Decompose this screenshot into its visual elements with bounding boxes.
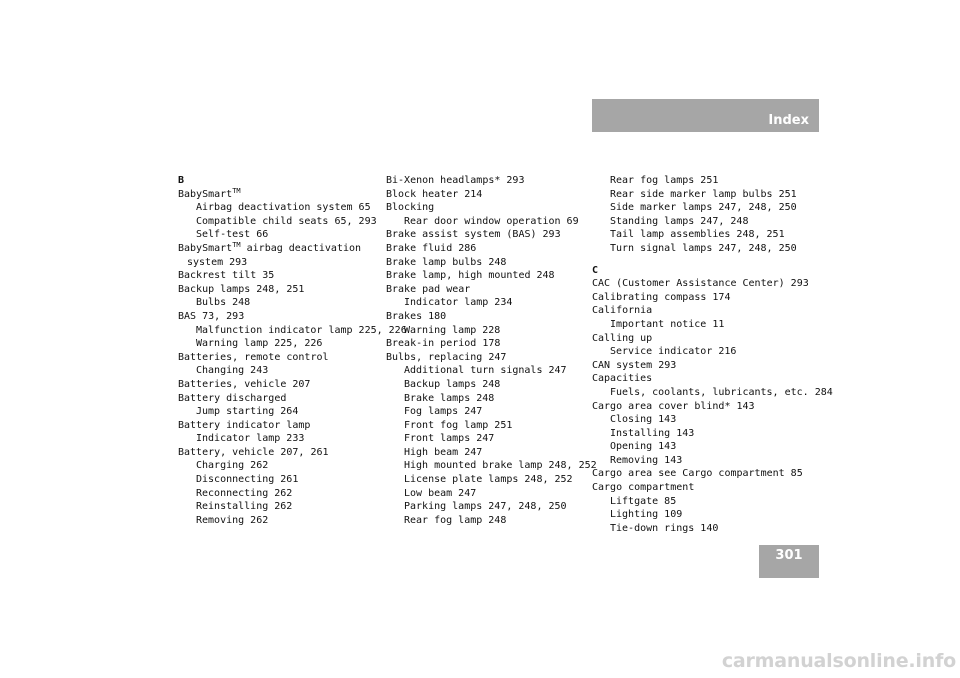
index-entry (178, 419, 378, 433)
entry-text: Airbag deactivation system 65 (196, 202, 371, 214)
entry-text-tail: airbag deactivation (240, 242, 362, 254)
index-subentry (592, 345, 822, 359)
index-subentry (592, 215, 822, 229)
entry-text: Indicator lamp 234 (404, 297, 513, 309)
index-subentry (386, 446, 586, 460)
index-entry (592, 372, 822, 386)
entry-text: Bulbs, replacing 247 (386, 351, 507, 363)
entry-text: Changing 243 (196, 365, 269, 377)
entry-text: Closing 143 (610, 414, 677, 426)
entry-text: Bulbs 248 (196, 297, 251, 309)
index-entry (178, 242, 378, 256)
entry-text: system 293 (187, 256, 248, 268)
index-subentry (592, 440, 822, 454)
entry-text: Cargo area cover blind* 143 (592, 400, 755, 412)
entry-text: Fuels, coolants, lubricants, etc. 284 (610, 386, 833, 398)
index-entry (592, 277, 822, 291)
page-title: Index (768, 113, 809, 128)
entry-text: BabySmart (178, 242, 233, 254)
entry-text: Cargo area see Cargo compartment 85 (592, 468, 803, 480)
index-subentry (592, 228, 822, 242)
entry-text: Battery discharged (178, 392, 287, 404)
index-entry (386, 242, 586, 256)
index-subentry (592, 242, 822, 256)
entry-text: Jump starting 264 (196, 406, 299, 418)
entry-text: Reconnecting 262 (196, 487, 293, 499)
index-entry (386, 283, 586, 297)
page-number: 301 (775, 548, 803, 563)
entry-text: Brake lamp, high mounted 248 (386, 270, 555, 282)
entry-text: Brake lamp bulbs 248 (386, 256, 507, 268)
entry-text: Removing 262 (196, 514, 269, 526)
index-subentry (386, 296, 586, 310)
index-subentry (386, 473, 586, 487)
entry-text: Removing 143 (610, 454, 683, 466)
index-subentry (178, 201, 378, 215)
index-entry (178, 269, 378, 283)
index-entry (592, 359, 822, 373)
index-subentry (386, 378, 586, 392)
index-subentry (178, 514, 378, 528)
section-letter (592, 264, 822, 278)
index-subentry (386, 432, 586, 446)
entry-text: Front fog lamp 251 (404, 419, 513, 431)
entry-text: Tail lamp assemblies 248, 251 (610, 229, 785, 241)
entry-text: Calling up (592, 332, 653, 344)
entry-text: Backup lamps 248, 251 (178, 283, 305, 295)
index-entry (386, 228, 586, 242)
index-subentry (386, 405, 586, 419)
entry-text: C (592, 264, 599, 276)
trademark-superscript: TM (232, 240, 241, 249)
index-subentry (386, 419, 586, 433)
entry-text: Reinstalling 262 (196, 501, 293, 513)
index-subentry (386, 215, 586, 229)
index-entry (178, 283, 378, 297)
index-subentry (592, 522, 822, 536)
index-subentry (178, 296, 378, 310)
entry-text: B (178, 175, 185, 186)
index-entry-continuation (178, 256, 378, 270)
index-subentry (178, 405, 378, 419)
entry-text: Lighting 109 (610, 509, 683, 521)
index-subentry (386, 459, 597, 473)
index-subentry (386, 487, 586, 501)
entry-text: Rear door window operation 69 (404, 215, 579, 227)
index-entry (386, 269, 586, 283)
index-subentry (178, 459, 378, 473)
entry-text: Calibrating compass 174 (592, 291, 731, 303)
entry-text: Installing 143 (610, 427, 695, 439)
index-entry (386, 174, 586, 188)
entry-text: Indicator lamp 233 (196, 433, 305, 445)
entry-text: Backup lamps 248 (404, 378, 501, 390)
entry-text: Capacities (592, 373, 653, 385)
index-subentry (592, 188, 822, 202)
index-entry (178, 392, 378, 406)
section-letter (178, 174, 378, 188)
index-subentry (386, 392, 586, 406)
entry-text: BAS 73, 293 (178, 310, 245, 322)
entry-text: Warning lamp 228 (404, 324, 501, 336)
entry-text: CAN system 293 (592, 359, 677, 371)
index-subentry (386, 500, 586, 514)
entry-text: Batteries, remote control (178, 351, 329, 363)
index-entry (386, 310, 586, 324)
index-subentry (178, 324, 407, 338)
index-subentry (592, 413, 822, 427)
entry-text: Liftgate 85 (610, 495, 677, 507)
entry-text: Cargo compartment (592, 482, 695, 494)
entry-text: Warning lamp 225, 226 (196, 338, 323, 350)
index-entry (178, 378, 378, 392)
entry-text: Malfunction indicator lamp 225, 226 (196, 324, 407, 336)
index-subentry (178, 228, 378, 242)
entry-text: Battery, vehicle 207, 261 (178, 446, 329, 458)
entry-text: Block heater 214 (386, 188, 483, 200)
entry-text: Brakes 180 (386, 310, 447, 322)
entry-text: Important notice 11 (610, 318, 725, 330)
index-entry (178, 188, 378, 202)
index-subentry (178, 215, 378, 229)
entry-text: Charging 262 (196, 460, 269, 472)
entry-text: Opening 143 (610, 441, 677, 453)
index-subentry (386, 514, 586, 528)
index-column-1 (178, 174, 407, 527)
index-entry (178, 310, 378, 324)
index-subentry (386, 324, 586, 338)
entry-text: BabySmart (178, 188, 233, 200)
entry-text: Additional turn signals 247 (404, 365, 567, 377)
entry-text: Compatible child seats 65, 293 (196, 215, 377, 227)
entry-text: Tie-down rings 140 (610, 522, 719, 534)
section-spacer (592, 256, 822, 264)
entry-text: Self-test 66 (196, 229, 269, 241)
index-subentry (592, 386, 833, 400)
index-entry (386, 188, 586, 202)
index-entry (592, 481, 822, 495)
trademark-superscript: TM (232, 186, 241, 195)
index-entry (592, 400, 822, 414)
index-subentry (592, 318, 822, 332)
entry-text: License plate lamps 248, 252 (404, 474, 573, 486)
entry-text: Rear side marker lamp bulbs 251 (610, 188, 797, 200)
watermark: carmanualsonline.info (721, 650, 956, 672)
entry-text: Service indicator 216 (610, 346, 737, 358)
index-entry (386, 256, 586, 270)
index-subentry (178, 500, 378, 514)
entry-text: Backrest tilt 35 (178, 270, 275, 282)
index-entry (592, 291, 822, 305)
index-subentry (178, 432, 378, 446)
entry-text: CAC (Customer Assistance Center) 293 (592, 278, 809, 290)
index-subentry (592, 508, 822, 522)
index-subentry (592, 454, 822, 468)
index-subentry (178, 364, 378, 378)
index-subentry (178, 337, 378, 351)
index-column-3 (592, 174, 833, 535)
header-bar (592, 99, 819, 132)
entry-text: Battery indicator lamp (178, 419, 311, 431)
entry-text: Brake pad wear (386, 283, 471, 295)
entry-text: Brake lamps 248 (404, 392, 495, 404)
entry-text: Low beam 247 (404, 487, 477, 499)
entry-text: Side marker lamps 247, 248, 250 (610, 202, 797, 214)
entry-text: Disconnecting 261 (196, 474, 299, 486)
entry-text: Fog lamps 247 (404, 406, 483, 418)
entry-text: High beam 247 (404, 446, 483, 458)
entry-text: Blocking (386, 202, 435, 214)
entry-text: Turn signal lamps 247, 248, 250 (610, 242, 797, 254)
index-subentry (592, 427, 822, 441)
index-entry (178, 446, 378, 460)
entry-text: Brake assist system (BAS) 293 (386, 229, 561, 241)
index-subentry (386, 364, 586, 378)
index-column-2 (386, 174, 597, 527)
index-entry (386, 201, 586, 215)
index-subentry (592, 201, 822, 215)
index-entry (386, 337, 586, 351)
index-entry (386, 351, 586, 365)
index-subentry (178, 487, 378, 501)
entry-text: Batteries, vehicle 207 (178, 378, 311, 390)
entry-text: High mounted brake lamp 248, 252 (404, 460, 597, 472)
entry-text: Front lamps 247 (404, 433, 495, 445)
index-subentry (178, 473, 378, 487)
index-entry (592, 467, 822, 481)
index-entry (592, 332, 822, 346)
entry-text: Brake fluid 286 (386, 242, 477, 254)
index-subentry (592, 174, 822, 188)
page-number-box (759, 545, 819, 578)
index-entry (178, 351, 378, 365)
entry-text: Standing lamps 247, 248 (610, 215, 749, 227)
entry-text: Bi-Xenon headlamps* 293 (386, 175, 525, 186)
entry-text: California (592, 305, 653, 317)
index-entry (592, 304, 822, 318)
entry-text: Rear fog lamps 251 (610, 175, 719, 186)
entry-text: Break-in period 178 (386, 338, 501, 350)
entry-text: Parking lamps 247, 248, 250 (404, 501, 567, 513)
index-subentry (592, 495, 822, 509)
entry-text: Rear fog lamp 248 (404, 514, 507, 526)
